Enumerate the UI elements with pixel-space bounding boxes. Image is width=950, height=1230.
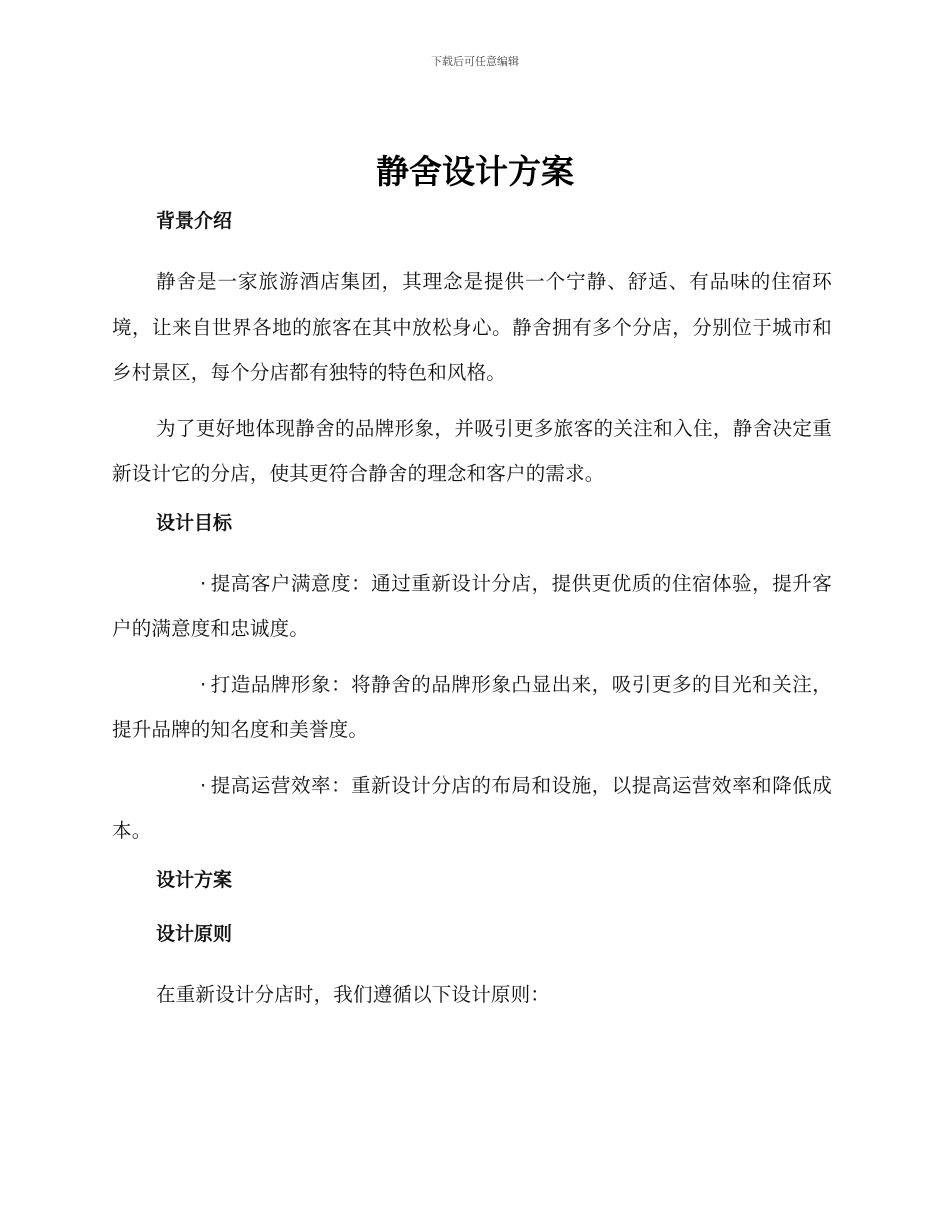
goal-item-text: 打造品牌形象：将静舍的品牌形象凸显出来，吸引更多的目光和关注，提升品牌的知名度和美誉度。: [112, 672, 832, 741]
goal-item-text: 提高运营效率：重新设计分店的布局和设施，以提高运营效率和降低成本。: [112, 773, 832, 842]
heading-plan: 设计方案: [156, 868, 233, 891]
goal-item-1: [112, 561, 832, 652]
heading-goals: 设计目标: [156, 511, 233, 534]
paragraph-principles-intro: 在重新设计分店时，我们遵循以下设计原则：: [156, 982, 551, 1006]
goal-item-2: [112, 662, 832, 753]
bullet-icon: ·: [200, 672, 207, 696]
document-body: [112, 205, 832, 1027]
document-title: 静舍设计方案: [376, 152, 574, 191]
goal-item-text: 提高客户满意度：通过重新设计分店，提供更优质的住宿体验，提升客户的满意度和忠诚度。: [112, 571, 832, 640]
paragraph-background-1: 静舍是一家旅游酒店集团，其理念是提供一个宁静、舒适、有品味的住宿环境，让来自世界各地的旅客在其中放松身心。静舍拥有多个分店，分别位于城市和乡村景区，每个分店都有独特的特色和风格。: [112, 270, 832, 384]
bullet-icon: ·: [200, 571, 207, 595]
bullet-icon: ·: [200, 773, 207, 797]
header-note: 下载后可任意编辑: [431, 55, 519, 68]
paragraph-background-2: 为了更好地体现静舍的品牌形象，并吸引更多旅客的关注和入住，静舍决定重新设计它的分店，使其更符合静舍的理念和客户的需求。: [112, 416, 832, 485]
heading-principles: 设计原则: [156, 922, 233, 945]
goal-item-3: [112, 763, 832, 854]
heading-background: 背景介绍: [156, 210, 233, 232]
